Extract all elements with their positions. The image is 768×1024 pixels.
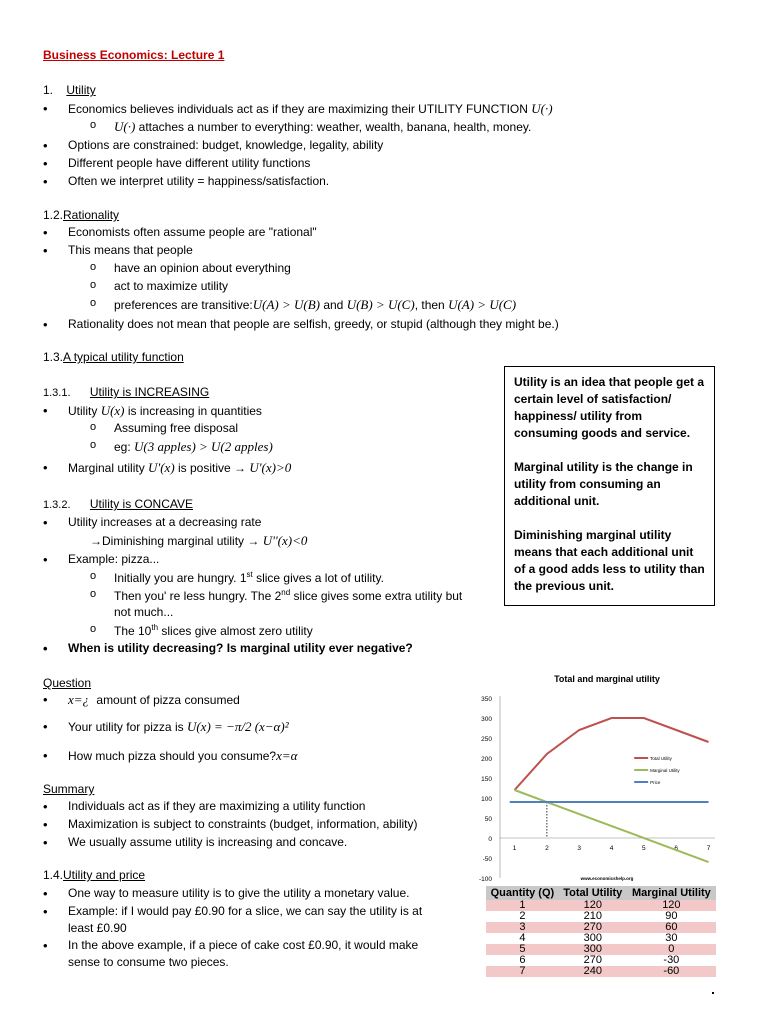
x-tick-label: 3: [577, 845, 582, 852]
list-item: • Example: if I would pay £0.90 for a slice, we can say the utility is at: [68, 904, 422, 918]
subsection-1-3-1-heading: 1.3.1. Utility is INCREASING: [43, 385, 210, 399]
x-tick-label: 4: [609, 845, 614, 852]
chart-title: Total and marginal utility: [554, 674, 660, 684]
math-expression: U'(x): [148, 460, 175, 475]
math-expression: x=¿: [68, 692, 90, 707]
table-cell: 7: [486, 966, 559, 977]
legend-label: Price: [650, 780, 661, 785]
table-cell: 2: [486, 911, 559, 922]
list-item: • x=¿ amount of pizza consumed: [68, 692, 240, 708]
table-cell: 90: [627, 911, 716, 922]
section-1-4-heading: 1.4.Utility and price: [43, 868, 146, 882]
table-cell: 5: [486, 944, 559, 955]
table-cell: 210: [559, 911, 627, 922]
list-item: • Individuals act as if they are maximizing a utility function: [68, 799, 365, 813]
x-tick-label: 5: [642, 845, 646, 852]
table-header-cell: Quantity (Q): [486, 886, 559, 900]
y-tick-label: 150: [481, 776, 492, 783]
subsection-1-3-2-heading: 1.3.2. Utility is CONCAVE: [43, 497, 193, 511]
y-tick-label: 350: [481, 696, 492, 703]
list-item: • Maximization is subject to constraints (budget, information, ability): [68, 817, 417, 831]
list-item: • When is utility decreasing? Is marginal utility ever negative?: [68, 641, 413, 655]
utility-table: [486, 886, 716, 977]
list-item: o The 10th slices give almost zero utility: [114, 623, 313, 638]
table-cell: 240: [559, 966, 627, 977]
math-expression: U(·): [114, 119, 136, 134]
table-cell: 0: [627, 944, 716, 955]
diminishing-marginal-utility-definition: Diminishing marginal utility means that each additional unit of a good adds less to utility than the previous unit.: [514, 528, 705, 593]
table-cell: 1: [486, 900, 559, 911]
math-expression: U(A) > U(B): [252, 297, 320, 312]
table-header-cell: Total Utility: [559, 886, 627, 900]
table-cell: -30: [627, 955, 716, 966]
list-item: • One way to measure utility is to give the utility a monetary value.: [68, 886, 410, 900]
math-expression: U(3 apples) > U(2 apples): [134, 439, 273, 454]
list-item: • How much pizza should you consume?x=α: [68, 748, 297, 764]
page-mark: [712, 992, 714, 994]
page-title: Business Economics: Lecture 1: [43, 48, 225, 62]
section-1-3-heading: 1.3.A typical utility function: [43, 350, 184, 364]
series-line-total-utility: [515, 718, 709, 790]
list-item: o Assuming free disposal: [114, 421, 238, 435]
table-cell: 3: [486, 922, 559, 933]
x-tick-label: 1: [512, 845, 517, 852]
utility-definition: Utility is an idea that people get a certain level of satisfaction/ happiness/ utility from consuming goods and service.: [514, 375, 705, 440]
definitions-box: [504, 366, 715, 606]
list-item: • Economics believes individuals act as if they are maximizing their UTILITY FUNCTION U(·): [68, 101, 553, 117]
math-expression: U(B) > U(C): [346, 297, 415, 312]
list-item: o Initially you are hungry. 1st slice gives a lot of utility.: [114, 570, 384, 585]
list-item: o eg: U(3 apples) > U(2 apples): [114, 439, 273, 455]
math-expression: x=α: [276, 748, 298, 763]
section-number: 1.: [43, 83, 54, 97]
y-tick-label: 100: [481, 796, 492, 803]
y-tick-label: 200: [481, 756, 492, 763]
list-item: • Utility increases at a decreasing rate: [68, 515, 261, 529]
table-cell: 120: [559, 900, 627, 911]
list-item: • Your utility for pizza is U(x) = −π/2 (x−α)²: [68, 719, 289, 735]
x-tick-label: 2: [545, 845, 549, 852]
math-expression: U''(x)<0: [262, 533, 308, 548]
list-item: o act to maximize utility: [114, 279, 228, 293]
list-item: o Then you' re less hungry. The 2nd slice gives some extra utility but: [114, 588, 462, 603]
chart-source: www.economicshelp.org: [580, 876, 634, 881]
table-cell: 60: [627, 922, 716, 933]
list-item: • Example: pizza...: [68, 552, 159, 566]
y-tick-label: 300: [481, 716, 492, 723]
legend-label: Marginal Utility: [650, 768, 680, 773]
section-1-heading: [43, 83, 96, 97]
math-expression: U(·): [531, 101, 553, 116]
list-item: • Economists often assume people are "rational": [68, 225, 317, 239]
utility-chart: [470, 668, 720, 888]
table-row: [486, 966, 716, 977]
list-item: o U(·) attaches a number to everything: weather, wealth, banana, health, money.: [114, 119, 531, 135]
table-cell: 120: [627, 900, 716, 911]
x-tick-label: 7: [706, 845, 711, 852]
y-tick-label: 250: [481, 736, 492, 743]
list-item: • This means that people: [68, 243, 193, 257]
list-item: • Utility U(x) is increasing in quantities: [68, 403, 262, 419]
list-item-continuation: sense to consume two pieces.: [68, 955, 229, 969]
table-cell: 270: [559, 955, 627, 966]
math-expression: U(x) = −π/2 (x−α)²: [186, 719, 289, 734]
list-item: • Marginal utility U'(x) is positive → U'(x)>0: [68, 460, 291, 476]
summary-heading: Summary: [43, 782, 95, 796]
y-tick-label: -100: [478, 876, 492, 883]
list-item: • Options are constrained: budget, knowledge, legality, ability: [68, 138, 383, 152]
math-expression: U(A) > U(C): [448, 297, 517, 312]
list-item: • In the above example, if a piece of cake cost £0.90, it would make: [68, 938, 418, 952]
x-tick-label: 6: [674, 845, 679, 852]
list-item: o preferences are transitive:U(A) > U(B) and U(B) > U(C), then U(A) > U(C): [114, 297, 516, 313]
table-cell: 6: [486, 955, 559, 966]
question-heading: Question: [43, 676, 92, 690]
table-cell: 4: [486, 933, 559, 944]
table-cell: 300: [559, 933, 627, 944]
section-1-2-heading: 1.2.Rationality: [43, 208, 120, 222]
table-cell: 300: [559, 944, 627, 955]
y-tick-label: 50: [484, 816, 492, 823]
concave-derivation-line: →Diminishing marginal utility → U''(x)<0: [90, 533, 308, 548]
list-item: • We usually assume utility is increasing and concave.: [68, 835, 347, 849]
y-tick-label: -50: [482, 856, 492, 863]
table-cell: 270: [559, 922, 627, 933]
table-cell: 30: [627, 933, 716, 944]
list-item-continuation: least £0.90: [68, 921, 127, 935]
table-cell: -60: [627, 966, 716, 977]
legend-label: Total Utility: [650, 756, 672, 761]
list-item-continuation: not much...: [114, 605, 174, 619]
list-item: • Different people have different utility functions: [68, 156, 310, 170]
y-tick-label: 0: [488, 836, 492, 843]
table-header-cell: Marginal Utility: [627, 886, 716, 900]
list-item: • Rationality does not mean that people are selfish, greedy, or stupid (although they might be.): [68, 317, 559, 331]
section-title: Utility: [66, 83, 96, 97]
math-expression: U'(x)>0: [249, 460, 292, 475]
list-item: o have an opinion about everything: [114, 261, 291, 275]
list-item: • Often we interpret utility = happiness/satisfaction.: [68, 174, 329, 188]
marginal-utility-definition: Marginal utility is the change in utility from consuming an additional unit.: [514, 460, 693, 508]
math-expression: U(x): [100, 403, 125, 418]
table-header-row: [486, 886, 716, 900]
